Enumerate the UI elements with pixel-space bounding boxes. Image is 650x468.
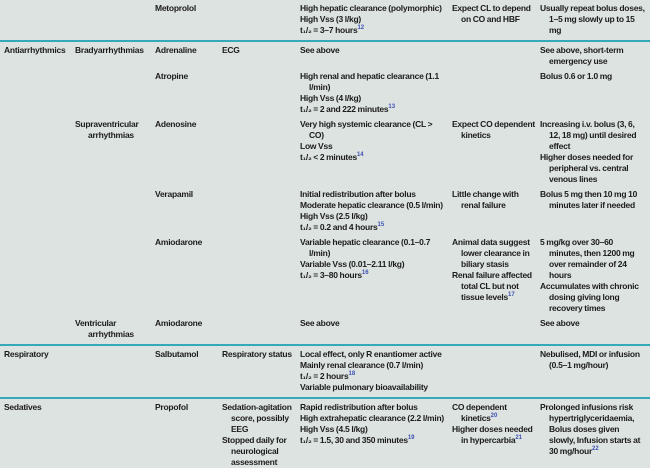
cell-text: Salbutamol: [155, 349, 199, 359]
drug-cell: [155, 119, 222, 185]
cell-text: Accumulates with chronic dosing giving long recovery times: [540, 281, 639, 313]
cell-text: High Vss (4 l/kg): [300, 93, 361, 103]
cell-text: Amiodarone: [155, 237, 203, 247]
table-section: [0, 344, 650, 393]
pharmacokinetics-cell: [300, 71, 452, 115]
drug-cell: [155, 402, 222, 468]
subcategory-cell: [75, 349, 155, 393]
pharmacokinetics-cell: [300, 237, 452, 314]
reference-number: 16: [361, 270, 369, 277]
drug-cell: [155, 318, 222, 340]
pharmacokinetics-cell: [300, 402, 452, 468]
clearance-notes-cell: [452, 318, 540, 340]
reference-number: 15: [377, 222, 385, 229]
monitoring-cell: [222, 349, 300, 393]
cell-text: Ventricular arrhythmias: [75, 318, 134, 339]
cell-text: t₁/₂ < 2 minutes$^{14}$: [300, 152, 364, 162]
cell-text: Variable Vss (0.01–2.11 l/kg): [300, 259, 405, 269]
monitoring-cell: [222, 237, 300, 314]
cell-text: Higher doses needed for peripheral vs. central venous lines: [540, 152, 634, 184]
cell-text: Moderate hepatic clearance (0.5 l/min): [300, 200, 443, 210]
cell-text: Adrenaline: [155, 45, 197, 55]
monitoring-cell: [222, 71, 300, 115]
cell-text: t₁/₂ = 1.5, 30 and 350 minutes$^{19}$: [300, 435, 415, 445]
dosing-cell: [540, 318, 650, 340]
subcategory-cell: [75, 189, 155, 233]
clearance-notes-cell: [452, 119, 540, 185]
cell-text: Very high systemic clearance (CL > CO): [300, 119, 433, 140]
subcategory-cell: [75, 45, 155, 67]
table-row: [0, 45, 650, 67]
cell-text: High Vss (2.5 l/kg): [300, 211, 368, 221]
dosing-cell: [540, 3, 650, 36]
cell-text: Animal data suggest lower clearance in biliary stasis: [452, 237, 530, 269]
cell-text: Expect CL to depend on CO and HBF: [452, 3, 531, 24]
subcategory-cell: [75, 318, 155, 340]
cell-text: Local effect, only R enantiomer active: [300, 349, 442, 359]
clearance-notes-cell: [452, 402, 540, 468]
cell-text: Stopped daily for neurological assessment: [222, 435, 287, 467]
category-cell: [0, 402, 75, 468]
drug-cell: [155, 71, 222, 115]
dosing-cell: [540, 402, 650, 468]
cell-text: Variable pulmonary bioavailability: [300, 382, 428, 392]
dosing-cell: [540, 237, 650, 314]
cell-text: Atropine: [155, 71, 188, 81]
cell-text: High extrahepatic clearance (2.2 l/min): [300, 413, 444, 423]
cell-text: Nebulised, MDI or infusion (0.5–1 mg/hour): [540, 349, 640, 370]
table-section: [0, 0, 650, 36]
cell-text: t₁/₂ = 2 and 222 minutes$^{13}$: [300, 104, 396, 114]
cell-text: Rapid redistribution after bolus: [300, 402, 418, 412]
category-cell: [0, 189, 75, 233]
drug-cell: [155, 3, 222, 36]
cell-text: Bolus 0.6 or 1.0 mg: [540, 71, 612, 81]
subcategory-cell: [75, 119, 155, 185]
reference-number: 13: [388, 104, 396, 111]
pharmacokinetics-cell: [300, 318, 452, 340]
cell-text: CO dependent kinetics$^{20}$: [452, 402, 507, 423]
drug-cell: [155, 237, 222, 314]
cell-text: Supraventricular arrhythmias: [75, 119, 139, 140]
cell-text: t₁/₂ = 3–7 hours$^{12}$: [300, 25, 365, 35]
table-row: [0, 237, 650, 314]
cell-text: 5 mg/kg over 30–60 minutes, then 1200 mg over remainder of 24 hours: [540, 237, 635, 280]
dosing-cell: [540, 71, 650, 115]
cell-text: Higher doses needed in hypercarbia$^{21}$: [452, 424, 533, 445]
category-cell: [0, 119, 75, 185]
pharmacokinetics-cell: [300, 189, 452, 233]
cell-text: High Vss (4.5 l/kg): [300, 424, 368, 434]
pharmacokinetics-cell: [300, 45, 452, 67]
category-cell: [0, 71, 75, 115]
category-cell: [0, 3, 75, 36]
cell-text: See above: [300, 45, 340, 55]
table-row: [0, 318, 650, 340]
table-section: [0, 40, 650, 340]
cell-text: Bolus 5 mg then 10 mg 10 minutes later if needed: [540, 189, 638, 210]
reference-number: 20: [490, 413, 498, 420]
cell-text: Sedation-agitation score, possibly EEG: [222, 402, 292, 434]
cell-text: See above: [300, 318, 340, 328]
clearance-notes-cell: [452, 45, 540, 67]
reference-number: 19: [407, 435, 415, 442]
cell-text: Respiratory status: [222, 349, 292, 359]
category-cell: [0, 349, 75, 393]
reference-number: 14: [356, 152, 364, 159]
cell-text: Usually repeat bolus doses, 1–5 mg slowly up to 15 mg: [540, 3, 645, 35]
cell-text: Little change with renal failure: [452, 189, 519, 210]
clearance-notes-cell: [452, 3, 540, 36]
table-row: [0, 119, 650, 185]
dosing-cell: [540, 119, 650, 185]
reference-number: 21: [515, 435, 522, 442]
reference-number: 12: [357, 25, 365, 32]
cell-text: Expect CO dependent kinetics: [452, 119, 535, 140]
cell-text: Amiodarone: [155, 318, 203, 328]
table-row: [0, 189, 650, 233]
drug-cell: [155, 349, 222, 393]
cell-text: t₁/₂ = 3–80 hours$^{16}$: [300, 270, 369, 280]
monitoring-cell: [222, 318, 300, 340]
dosing-cell: [540, 189, 650, 233]
reference-number: 18: [348, 371, 356, 378]
cell-text: Metoprolol: [155, 3, 196, 13]
cell-text: Bradyarrhythmias: [75, 45, 144, 55]
cell-text: Low Vss: [300, 141, 333, 151]
pharmacokinetics-cell: [300, 119, 452, 185]
monitoring-cell: [222, 189, 300, 233]
cell-text: t₁/₂ = 2 hours$^{18}$: [300, 371, 356, 381]
category-cell: [0, 45, 75, 67]
category-cell: [0, 237, 75, 314]
cell-text: Antiarrhythmics: [4, 45, 66, 55]
cell-text: Initial redistribution after bolus: [300, 189, 416, 199]
category-cell: [0, 318, 75, 340]
subcategory-cell: [75, 402, 155, 468]
cell-text: See above, short-term emergency use: [540, 45, 624, 66]
table-row: [0, 71, 650, 115]
drug-cell: [155, 189, 222, 233]
cell-text: Mainly renal clearance (0.7 l/min): [300, 360, 424, 370]
clearance-notes-cell: [452, 71, 540, 115]
cell-text: High renal and hepatic clearance (1.1 l/min): [300, 71, 440, 92]
subcategory-cell: [75, 3, 155, 36]
clearance-notes-cell: [452, 349, 540, 393]
dosing-cell: [540, 45, 650, 67]
cell-text: Respiratory: [4, 349, 49, 359]
cell-text: Verapamil: [155, 189, 193, 199]
cell-text: Adenosine: [155, 119, 197, 129]
clearance-notes-cell: [452, 189, 540, 233]
cell-text: See above: [540, 318, 580, 328]
cell-text: t₁/₂ = 0.2 and 4 hours$^{15}$: [300, 222, 385, 232]
table-section: [0, 397, 650, 468]
drug-cell: [155, 45, 222, 67]
cell-text: ECG: [222, 45, 240, 55]
cell-text: Propofol: [155, 402, 188, 412]
monitoring-cell: [222, 402, 300, 468]
reference-number: 17: [508, 292, 515, 299]
subcategory-cell: [75, 237, 155, 314]
table-row: [0, 349, 650, 393]
table-row: [0, 402, 650, 468]
cell-text: Sedatives: [4, 402, 42, 412]
cell-text: Prolonged infusions risk hypertriglyceridaemia, Bolus doses given slowly, Infusion starts at 30 mg/hour$^{22}$: [540, 402, 641, 456]
subcategory-cell: [75, 71, 155, 115]
cell-text: High Vss (3 l/kg): [300, 14, 361, 24]
pharmacokinetics-cell: [300, 349, 452, 393]
monitoring-cell: [222, 119, 300, 185]
table-row: [0, 3, 650, 36]
monitoring-cell: [222, 3, 300, 36]
cell-text: Renal failure affected total CL but not tissue levels$^{17}$: [452, 270, 532, 302]
pharmacokinetics-cell: [300, 3, 452, 36]
monitoring-cell: [222, 45, 300, 67]
cell-text: Variable hepatic clearance (0.1–0.7 l/min): [300, 237, 431, 258]
cell-text: Increasing i.v. bolus (3, 6, 12, 18 mg) until desired effect: [540, 119, 637, 151]
dosing-cell: [540, 349, 650, 393]
clearance-notes-cell: [452, 237, 540, 314]
cell-text: High hepatic clearance (polymorphic): [300, 3, 442, 13]
reference-number: 22: [592, 446, 599, 453]
